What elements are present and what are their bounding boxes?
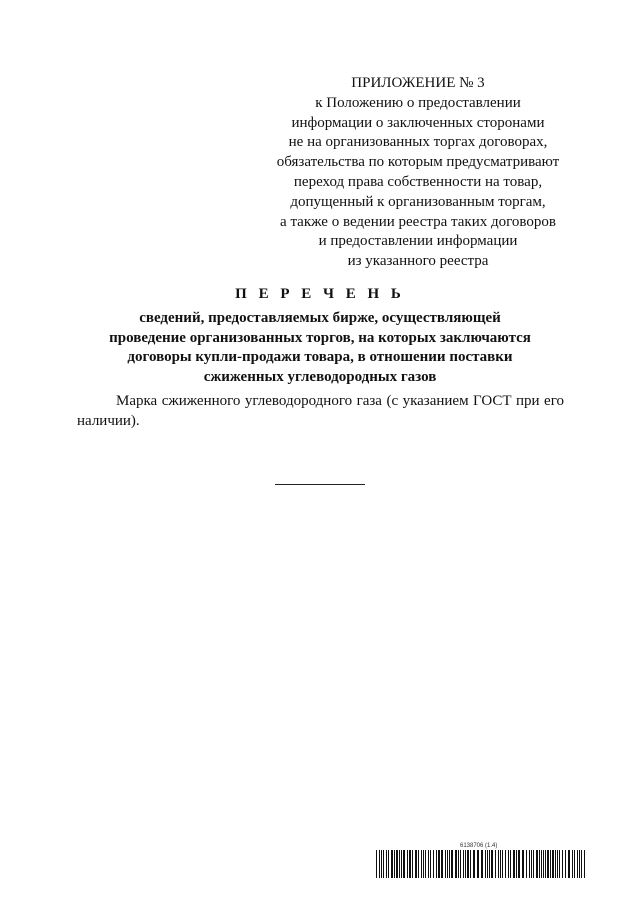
subtitle-line: проведение организованных торгов, на которых заключаются [109, 329, 531, 346]
document-subtitle [80, 309, 560, 387]
appendix-line: а также о ведении реестра таких договоров [280, 213, 556, 230]
subtitle-line: сжиженных углеводородных газов [203, 368, 437, 385]
appendix-line: к Положению о предоставлении [315, 94, 521, 111]
appendix-header [262, 74, 574, 272]
subtitle-line: сведений, предоставляемых бирже, осуществляющей [139, 310, 501, 326]
document-code: 6138706 (1.4) [460, 843, 498, 849]
appendix-line: и предоставлении информации [318, 233, 518, 250]
barcode-icon [376, 850, 588, 878]
appendix-line: из указанного реестра [347, 253, 489, 270]
appendix-line: переход права собственности на товар, [293, 173, 543, 190]
subtitle-line: договоры купли-продажи товара, в отношении поставки [127, 349, 513, 365]
appendix-line: обязательства по которым предусматривают [276, 154, 560, 171]
appendix-heading: ПРИЛОЖЕНИЕ № 3 [351, 75, 485, 91]
divider-line [275, 484, 365, 485]
appendix-line: информации о заключенных сторонами [291, 114, 545, 131]
body-paragraph: Марка сжиженного углеводородного газа (с указанием ГОСТ при его наличии). [77, 393, 564, 429]
appendix-line: не на организованных торгах договорах, [288, 134, 548, 151]
appendix-line: допущенный к организованным торгам, [290, 193, 546, 210]
document-title: П Е Р Е Ч Е Н Ь [235, 286, 405, 302]
